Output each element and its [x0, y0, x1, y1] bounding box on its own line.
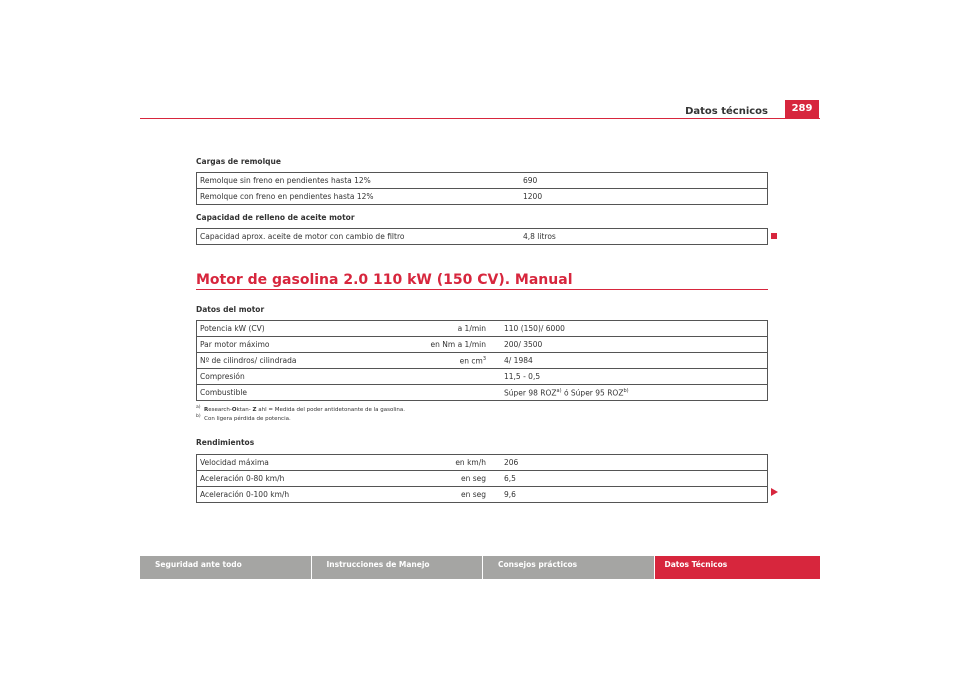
- section-title-motor: Datos del motor: [196, 305, 265, 314]
- row-label: Par motor máximo: [197, 337, 374, 353]
- row-unit: en seg: [373, 487, 489, 503]
- table-row: [197, 229, 768, 245]
- section-title-cargas: Cargas de remolque: [196, 157, 281, 166]
- section-end-marker: [771, 233, 777, 239]
- header-divider: [140, 118, 820, 119]
- fuel-option-a: Súper 98 ROZ: [504, 388, 557, 398]
- row-unit: a 1/min: [373, 321, 489, 337]
- tab-consejos[interactable]: Consejos prácticos: [483, 556, 654, 579]
- row-label: Nº de cilindros/ cilindrada: [197, 353, 374, 369]
- table-row: [197, 337, 768, 353]
- row-unit: [373, 385, 489, 401]
- continue-arrow-icon: [771, 488, 778, 496]
- table-row: [197, 369, 768, 385]
- row-value: 9,6: [489, 487, 768, 503]
- row-label: Combustible: [197, 385, 374, 401]
- tab-seguridad[interactable]: Seguridad ante todo: [140, 556, 311, 579]
- row-unit: en Nm a 1/min: [373, 337, 489, 353]
- row-label: Aceleración 0-80 km/h: [197, 471, 374, 487]
- footnote-b: [196, 414, 291, 422]
- table-motor: [196, 320, 768, 401]
- footnote-ref-a: a): [556, 387, 562, 394]
- page-header-title: Datos técnicos: [685, 106, 768, 117]
- row-unit: en seg: [373, 471, 489, 487]
- footnote-text: Con ligera pérdida de potencia.: [204, 415, 291, 422]
- row-unit: en km/h: [373, 455, 489, 471]
- section-title-aceite: Capacidad de relleno de aceite motor: [196, 213, 355, 222]
- table-row: [197, 455, 768, 471]
- row-value: 11,5 - 0,5: [489, 369, 768, 385]
- row-value: 200/ 3500: [489, 337, 768, 353]
- unit-superscript: 3: [482, 355, 486, 362]
- footnote-text: ktan-: [236, 406, 253, 413]
- row-value: 110 (150)/ 6000: [489, 321, 768, 337]
- fuel-option-b: ó Súper 95 ROZ: [561, 388, 624, 398]
- footnote-letter: R: [204, 406, 209, 413]
- table-aceite: [196, 228, 768, 245]
- row-label: Remolque sin freno en pendientes hasta 12%: [197, 173, 509, 189]
- row-value: 1200: [508, 189, 768, 205]
- engine-heading: Motor de gasolina 2.0 110 kW (150 CV). Manual: [196, 272, 573, 288]
- table-row: [197, 173, 768, 189]
- row-label: Capacidad aprox. aceite de motor con cambio de filtro: [197, 229, 509, 245]
- table-row: [197, 487, 768, 503]
- row-value: 4/ 1984: [489, 353, 768, 369]
- footnote-text: esearch-: [208, 406, 232, 413]
- row-value: 206: [489, 455, 768, 471]
- row-value: 4,8 litros: [508, 229, 768, 245]
- heading-underline: [196, 289, 768, 290]
- footnote-mark: a): [196, 405, 201, 410]
- footnote-letter: O: [231, 406, 237, 413]
- table-row: [197, 353, 768, 369]
- tab-instrucciones[interactable]: Instrucciones de Manejo: [312, 556, 483, 579]
- footnote-mark: b): [196, 414, 201, 419]
- section-title-rendimientos: Rendimientos: [196, 438, 255, 447]
- row-label: Velocidad máxima: [197, 455, 374, 471]
- footnote-ref-b: b): [623, 387, 629, 394]
- row-label: Potencia kW (CV): [197, 321, 374, 337]
- row-label: Compresión: [197, 369, 374, 385]
- footnote-text: ahl = Medida del poder antidetonante de la gasolina.: [256, 406, 406, 413]
- table-row: [197, 385, 768, 401]
- row-label: Remolque con freno en pendientes hasta 12%: [197, 189, 509, 205]
- tab-datos-tecnicos[interactable]: Datos Técnicos: [655, 556, 821, 579]
- table-cargas: [196, 172, 768, 205]
- footnote-a: [196, 405, 405, 413]
- footer-nav: [140, 556, 820, 579]
- footnote-letter: Z: [252, 406, 257, 413]
- row-value: 6,5: [489, 471, 768, 487]
- table-rendimientos: [196, 454, 768, 503]
- table-row: [197, 471, 768, 487]
- row-unit: [373, 353, 489, 369]
- page-number: 289: [785, 100, 819, 118]
- unit-text: en cm: [459, 356, 483, 366]
- row-value: 690: [508, 173, 768, 189]
- row-value: [489, 385, 768, 401]
- table-row: [197, 321, 768, 337]
- table-row: [197, 189, 768, 205]
- row-unit: [373, 369, 489, 385]
- row-label: Aceleración 0-100 km/h: [197, 487, 374, 503]
